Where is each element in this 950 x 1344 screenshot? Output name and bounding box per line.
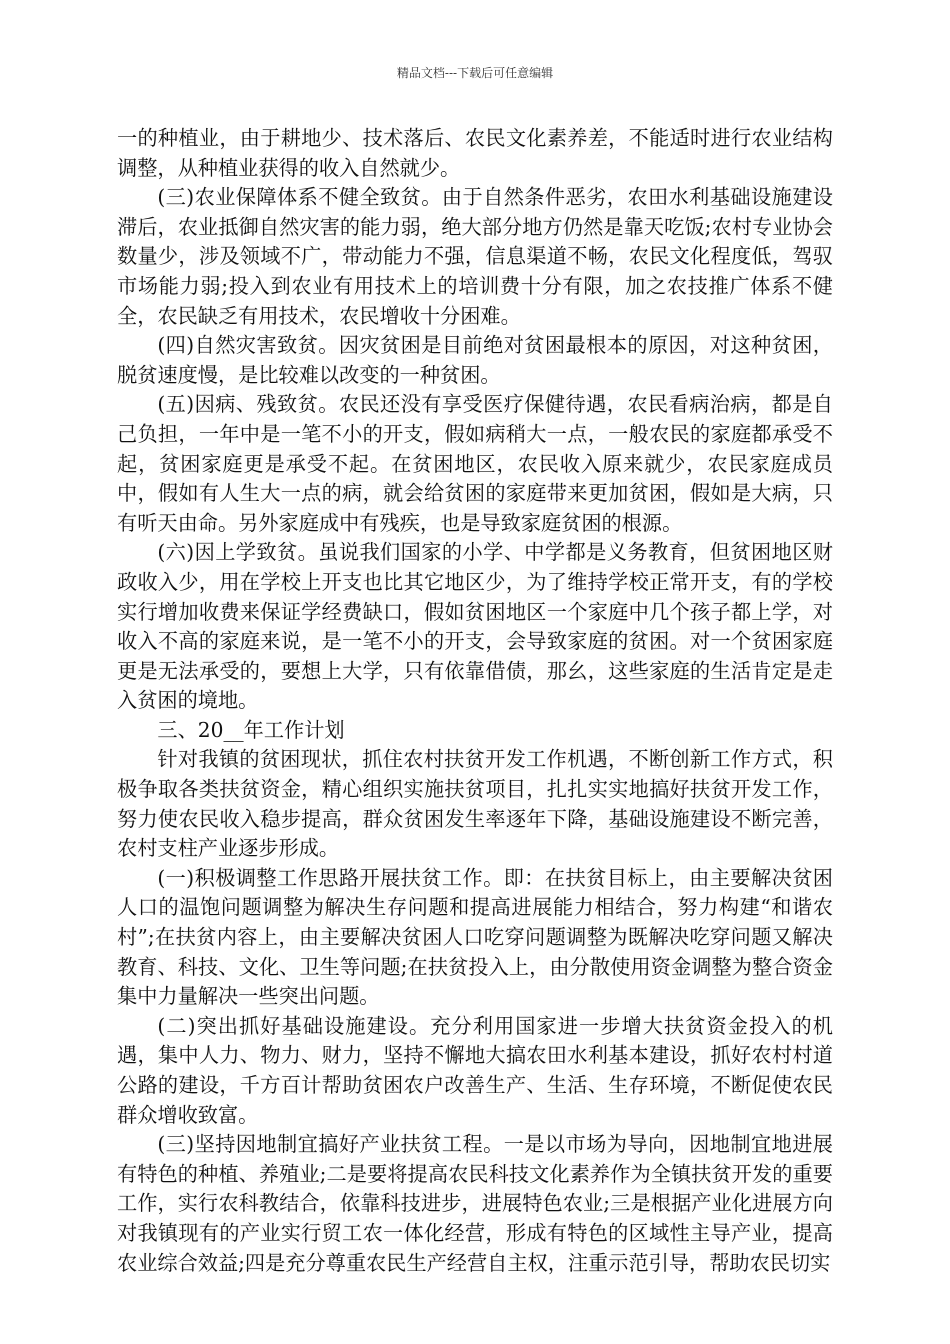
document-body: [117, 124, 833, 1278]
section-heading: 三、20__年工作计划: [157, 717, 345, 742]
paragraph-1: 一的种植业，由于耕地少、技术落后、农民文化素养差，不能适时进行农业结构调整，从种植业获得的收入自然就少。: [117, 126, 833, 180]
paragraph-5: (六)因上学致贫。虽说我们国家的小学、中学都是义务教育，但贫困地区财政收入少，用在学校上开支也比其它地区少，为了维持学校正常开支，有的学校实行增加收费来保证学经费缺口，假如贫困地区一个家庭中几个孩子都上学，对收入不高的家庭来说，是一笔不小的开支，会导致家庭的贫困。对一个贫困家庭更是无法承受的，要想上大学，只有依靠借债，那幺，这些家庭的生活肯定是走入贫困的境地。: [117, 540, 833, 713]
paragraph-3: (四)自然灾害致贫。因灾贫困是目前绝对贫困最根本的原因，对这种贫困，脱贫速度慢，是比较难以改变的一种贫困。: [117, 333, 833, 387]
page-header: 精品文档---下载后可任意编辑: [396, 66, 554, 80]
paragraph-2: (三)农业保障体系不健全致贫。由于自然条件恶劣，农田水利基础设施建设滞后，农业抵御自然灾害的能力弱，绝大部分地方仍然是靠天吃饭;农村专业协会数量少，涉及领域不广，带动能力不强，信息渠道不畅，农民文化程度低，驾驭市场能力弱;投入到农业有用技术上的培训费十分有限，加之农技推广体系不健全，农民缺乏有用技术，农民增收十分困难。: [117, 185, 833, 328]
paragraph-4: (五)因病、残致贫。农民还没有享受医疗保健待遇，农民看病治病，都是自己负担，一年中是一笔不小的开支，假如病稍大一点，一般农民的家庭都承受不起，贫困家庭更是承受不起。在贫困地区，农民收入原来就少，农民家庭成员中，假如有人生大一点的病，就会给贫困的家庭带来更加贫困，假如是大病，只有听天由命。另外家庭成中有残疾，也是导致家庭贫困的根源。: [117, 392, 833, 535]
paragraph-9: (二)突出抓好基础设施建设。充分利用国家进一步增大扶贫资金投入的机遇，集中人力、物力、财力，坚持不懈地大搞农田水利基本建设，抓好农村村道公路的建设，千方百计帮助贫困农户改善生产、生活、生存环境，不断促使农民群众增收致富。: [117, 1013, 833, 1127]
paragraph-10: (三)坚持因地制宜搞好产业扶贫工程。一是以市场为导向，因地制宜地进展有特色的种植、养殖业;二是要将提高农民科技文化素养作为全镇扶贫开发的重要工作，实行农科教结合，依靠科技进步，进展特色农业;三是根据产业化进展方向对我镇现有的产业实行贸工农一体化经营，形成有特色的区域性主导产业，提高农业综合效益;四是充分尊重农民生产经营自主权，注重示范引导，帮助农民切实: [117, 1132, 833, 1275]
paragraph-7: 针对我镇的贫困现状，抓住农村扶贫开发工作机遇，不断创新工作方式，积极争取各类扶贫资金，精心组织实施扶贫项目，扎扎实实地搞好扶贫开发工作，努力使农民收入稳步提高，群众贫困发生率逐年下降，基础设施建设不断完善，农村支柱产业逐步形成。: [117, 747, 833, 861]
paragraph-8: (一)积极调整工作思路开展扶贫工作。即：在扶贫目标上，由主要解决贫困人口的温饱问题调整为解决生存问题和提高进展能力相结合，努力构建“和谐农村”;在扶贫内容上，由主要解决贫困人口吃穿问题调整为既解决吃穿问题又解决教育、科技、文化、卫生等问题;在扶贫投入上，由分散使用资金调整为整合资金集中力量解决一些突出问题。: [117, 865, 833, 1009]
